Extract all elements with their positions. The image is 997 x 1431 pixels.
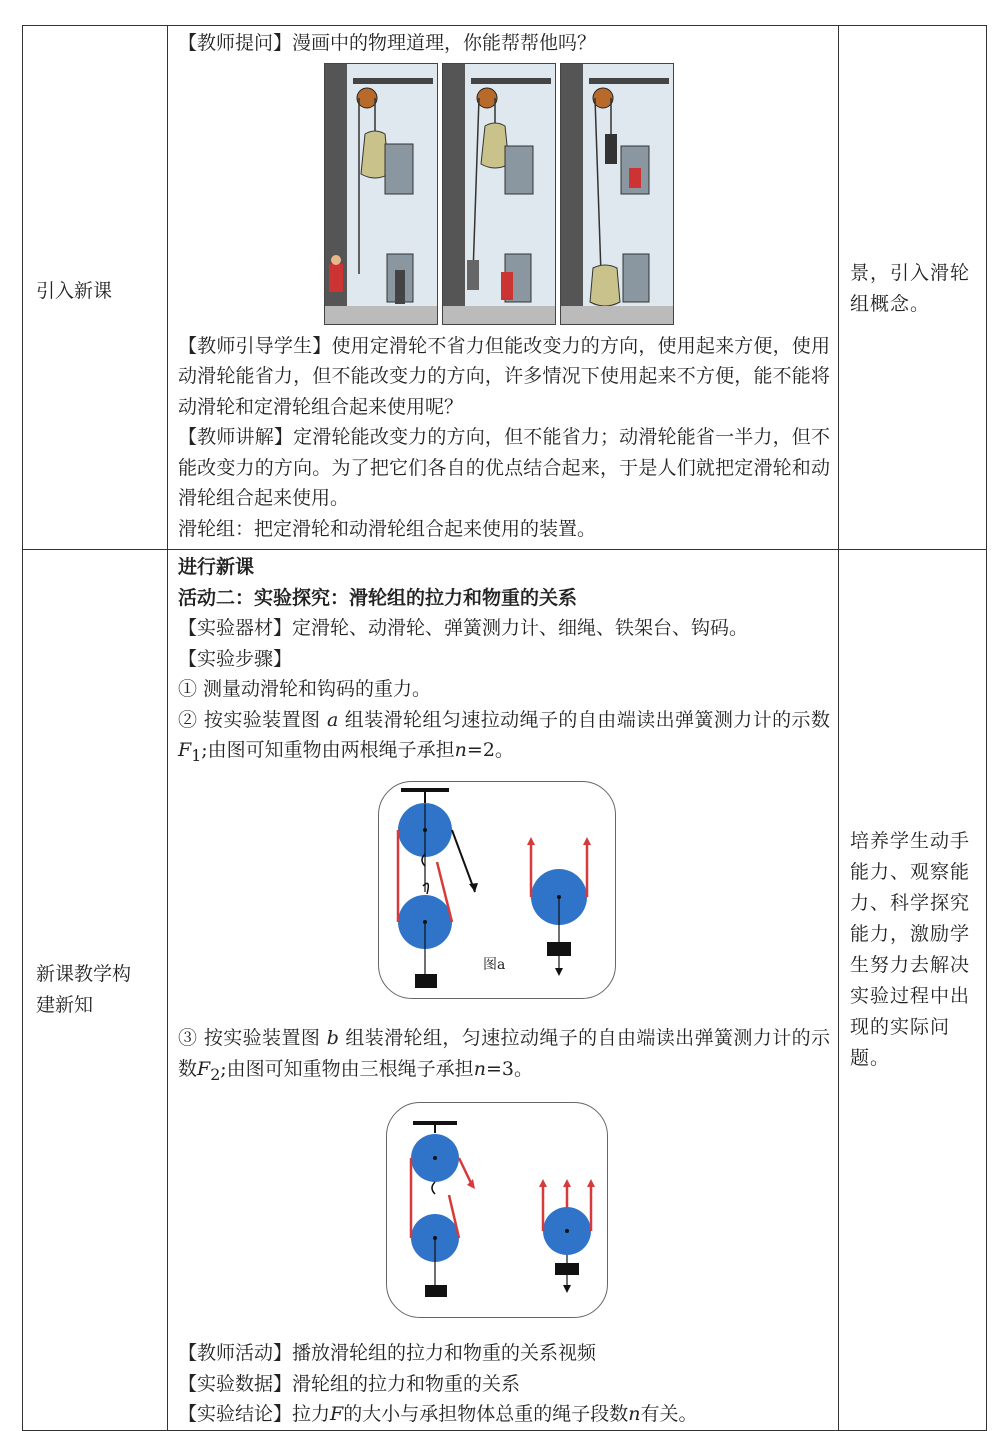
step-1: ① 测量动滑轮和钩码的重力。 <box>178 678 432 700</box>
teacher-activity: 【教师活动】播放滑轮组的拉力和物重的关系视频 <box>178 1342 597 1365</box>
guide-paragraph: 【教师引导学生】使用定滑轮不省力但能改变力的方向，使用起来方便，使用动滑轮能省力，但不能改变力的方向，许多情况下使用起来不方便，能不能将动滑轮和定滑轮组合起来使用呢？ <box>178 334 830 418</box>
stage-label: 新课教学构建新知 <box>36 962 132 1016</box>
lesson-plan-table <box>22 25 987 1431</box>
comic-strip <box>324 63 838 325</box>
explain-paragraph: 【教师讲解】定滑轮能改变力的方向，但不能省力；动滑轮能省一半力，但不能改变力的方向。为了把它们各自的优点结合起来，于是人们就把定滑轮和动滑轮组合起来使用。 <box>178 426 830 509</box>
row-new-lesson <box>23 550 987 1431</box>
comic-panel-1 <box>324 63 438 325</box>
teacher-question: 【教师提问】漫画中的物理道理，你能帮帮他吗？ <box>178 32 597 54</box>
comic-panel-2 <box>442 63 556 325</box>
step-3: ③ 按实验装置图 b 组装滑轮组，匀速拉动绳子的自由端读出弹簧测力计的示数$F_2$;由图可知重物由三根绳子承担n=3。 <box>178 1027 830 1084</box>
figure-a <box>378 781 616 999</box>
steps-heading: 【实验步骤】 <box>178 647 293 670</box>
stage-label: 引入新课 <box>36 280 113 302</box>
figure-a-label: 图a <box>483 957 506 974</box>
note-text: 培养学生动手能力、观察能力、科学探究能力，激励学生努力去解决实验过程中出现的实际问题。 <box>850 829 971 1069</box>
section-title: 进行新课 <box>178 556 255 578</box>
activity-title: 活动二：实验探究：滑轮组的拉力和物重的关系 <box>178 586 578 609</box>
note-text: 景，引入滑轮组概念。 <box>850 261 971 315</box>
row-intro <box>23 26 987 550</box>
definition-paragraph: 滑轮组：把定滑轮和动滑轮组合起来使用的装置。 <box>178 517 597 540</box>
experiment-conclusion: 【实验结论】拉力F的大小与承担物体总重的绳子段数n有关。 <box>178 1403 698 1426</box>
stage-cell <box>23 550 168 1431</box>
note-cell <box>839 26 987 550</box>
content-cell <box>168 26 839 550</box>
step-2: ② 按实验装置图 a 组装滑轮组匀速拉动绳子的自由端读出弹簧测力计的示数$F_1$;由图可知重物由两根绳子承担n=2。 <box>178 708 830 765</box>
stage-cell <box>23 26 168 550</box>
equipment-line: 【实验器材】定滑轮、动滑轮、弹簧测力计、细绳、铁架台、钩码。 <box>178 617 749 639</box>
figure-b <box>386 1102 608 1318</box>
comic-panel-3 <box>560 63 674 325</box>
experiment-data: 【实验数据】滑轮组的拉力和物重的关系 <box>178 1372 521 1395</box>
note-cell <box>839 550 987 1431</box>
content-cell <box>168 550 839 1431</box>
